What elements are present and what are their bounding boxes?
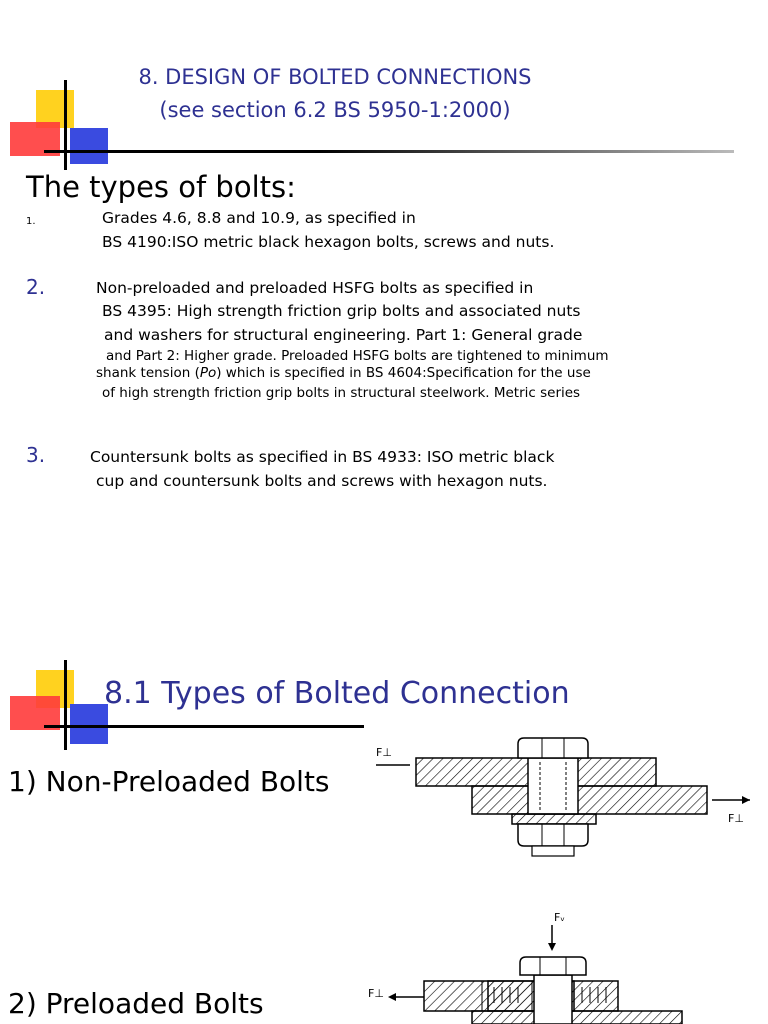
page-title: 8. DESIGN OF BOLTED CONNECTIONS [138, 65, 532, 89]
preloaded-bolt-diagram [362, 905, 722, 1024]
svg-text:Fᵥ: Fᵥ [554, 911, 565, 924]
page-subtitle: (see section 6.2 BS 5950-1:2000) [159, 98, 511, 122]
preloaded-bolts-label: 2) Preloaded Bolts [8, 987, 264, 1020]
types-heading: The types of bolts: [26, 170, 296, 204]
list-item-text: and Part 2: Higher grade. Preloaded HSFG bolts are tightened to minimum [106, 348, 609, 364]
list-item-text: Countersunk bolts as specified in BS 4933: ISO metric black [90, 448, 555, 466]
list-item-text: BS 4190:ISO metric black hexagon bolts, screws and nuts. [102, 233, 555, 251]
non-preloaded-bolt-diagram [372, 730, 756, 865]
list-item-text: Grades 4.6, 8.8 and 10.9, as specified in [102, 209, 416, 227]
non-preloaded-bolts-label: 1) Non-Preloaded Bolts [8, 765, 330, 798]
list-item-text: of high strength friction grip bolts in structural steelwork. Metric series [102, 385, 581, 401]
list-item-number: 1. [26, 216, 36, 227]
list-item-text: and washers for structural engineering. Part 1: General grade [104, 326, 583, 344]
slide-bullet-icon [8, 660, 118, 750]
list-item-text: shank tension (Po) which is specified in BS 4604:Specification for the use [96, 365, 591, 381]
svg-text:F⊥: F⊥ [728, 812, 744, 825]
list-item-number: 2. [26, 275, 46, 299]
svg-text:F⊥: F⊥ [376, 746, 392, 759]
list-item-number: 3. [26, 443, 46, 467]
list-item-text: BS 4395: High strength friction grip bolts and associated nuts [102, 302, 581, 320]
list-item-text: Non-preloaded and preloaded HSFG bolts as specified in [96, 279, 534, 297]
list-item-text: cup and countersunk bolts and screws with hexagon nuts. [96, 472, 548, 490]
section-title: 8.1 Types of Bolted Connection [104, 676, 570, 711]
svg-text:F⊥: F⊥ [368, 987, 384, 1000]
slide-bullet-icon [8, 80, 118, 170]
